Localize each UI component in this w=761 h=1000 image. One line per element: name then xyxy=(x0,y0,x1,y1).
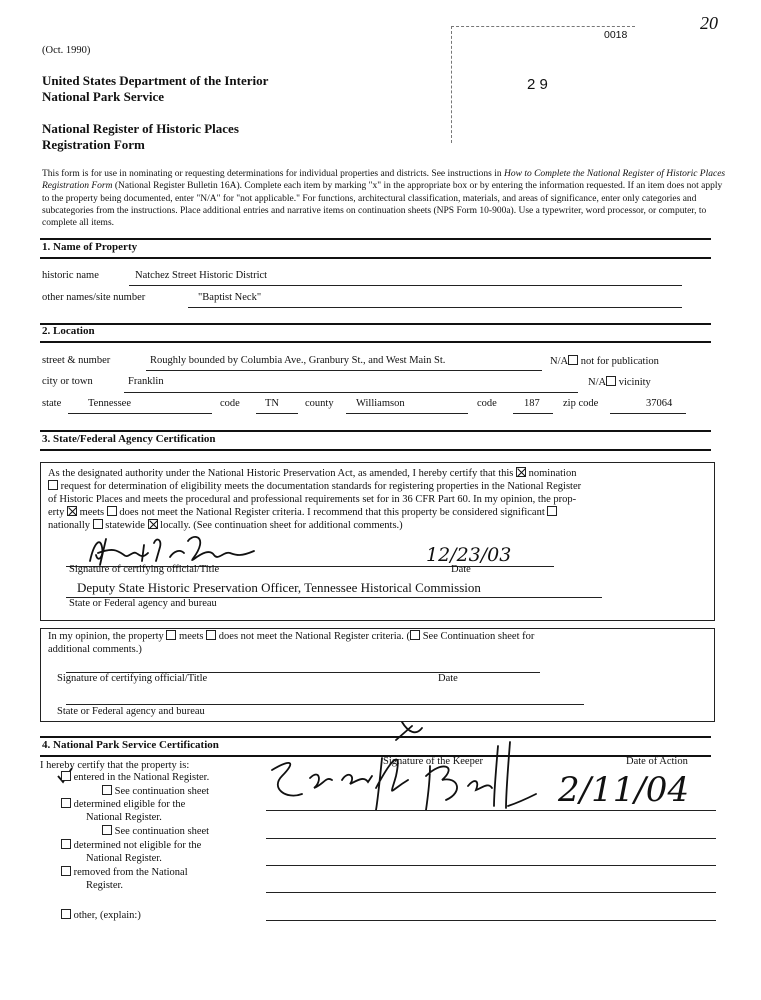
county-code-field[interactable]: 187 xyxy=(524,398,540,409)
na-label: N/A xyxy=(550,356,569,367)
field-underline xyxy=(188,307,682,308)
opinion-line-2: additional comments.) xyxy=(48,644,142,655)
eligible-checkbox[interactable] xyxy=(61,798,71,808)
signature-label: Signature of certifying official/Title xyxy=(69,564,220,575)
state-label: state xyxy=(42,398,62,409)
state-signature-date: 12/23/03 xyxy=(426,544,512,566)
city-field[interactable]: Franklin xyxy=(128,376,164,387)
county-field[interactable]: Williamson xyxy=(356,398,405,409)
eligible-option[interactable] xyxy=(61,798,185,811)
field-underline xyxy=(256,413,298,414)
not-eligible-option[interactable] xyxy=(61,839,201,852)
date-label: Date xyxy=(451,564,471,575)
historic-name-label: historic name xyxy=(42,270,99,281)
other-option[interactable] xyxy=(61,909,141,922)
continuation-checkbox-1[interactable] xyxy=(102,785,112,795)
form-title: National Register of Historic Places xyxy=(42,121,239,136)
opinion-continuation-checkbox[interactable] xyxy=(410,630,420,640)
agency-underline xyxy=(66,704,584,705)
vicinity-checkbox[interactable] xyxy=(606,376,616,386)
form-subtitle: Registration Form xyxy=(42,137,145,152)
stamp-code: 2 9 xyxy=(527,76,548,93)
field-underline xyxy=(124,392,578,393)
meets-checkbox[interactable] xyxy=(67,506,77,516)
zip-label: zip code xyxy=(563,398,599,409)
certifying-agency-field[interactable]: Deputy State Historic Preservation Officer, Tennessee Historical Commission xyxy=(77,580,481,595)
date-of-action-label: Date of Action xyxy=(626,756,688,767)
agency-name: National Park Service xyxy=(42,89,165,104)
eligible-label-2: National Register. xyxy=(86,812,162,823)
continuation-option-1[interactable] xyxy=(102,785,209,798)
keeper-label: Signature of the Keeper xyxy=(383,756,484,767)
removed-label: removed from the National xyxy=(73,867,188,878)
nationally-checkbox[interactable] xyxy=(93,519,103,529)
keeper-signature-line xyxy=(266,892,716,893)
not-for-publication-label: not for publication xyxy=(580,356,659,367)
cert-line-3: of Historic Places and meets the procedural and professional requirements set for in 36 CFR Part 60. In my opinion, the prop- xyxy=(48,494,577,505)
cert-line-5 xyxy=(48,519,403,532)
opinion-line-1 xyxy=(48,630,534,643)
form-instructions xyxy=(42,168,726,229)
not-eligible-label: determined not eligible for the xyxy=(73,840,202,851)
agency-label: State or Federal agency and bureau xyxy=(57,706,205,717)
county-label: county xyxy=(305,398,334,409)
not-eligible-label-2: National Register. xyxy=(86,853,162,864)
date-label: Date xyxy=(438,673,458,684)
cert-text-d2: does not meet the National Register criteria. I recommend that this property be considered significant xyxy=(119,507,545,518)
keeper-signature-date: 2/11/04 xyxy=(558,770,690,810)
field-underline xyxy=(146,370,542,371)
section-2-heading: 2. Location xyxy=(42,325,95,337)
continuation-label-1: See continuation sheet xyxy=(114,786,210,797)
keeper-signature-line xyxy=(266,920,716,921)
field-underline xyxy=(346,413,468,414)
opinion-meets-label: meets xyxy=(179,631,204,642)
opinion-meets-checkbox[interactable] xyxy=(166,630,176,640)
section-3-heading: 3. State/Federal Agency Certification xyxy=(42,433,216,445)
city-label: city or town xyxy=(42,376,93,387)
cert-text-d1: erty xyxy=(48,507,65,518)
section-rule xyxy=(40,257,711,259)
entered-checkbox[interactable] xyxy=(61,771,71,781)
cert-text-a: As the designated authority under the National Historic Preservation Act, as amended, I hereby certify that this xyxy=(48,468,514,479)
other-label: other, (explain:) xyxy=(73,910,141,921)
cert-line-4 xyxy=(48,506,557,519)
locally-label: locally. (See continuation sheet for additional comments.) xyxy=(160,520,403,531)
department-name: United States Department of the Interior xyxy=(42,73,269,88)
agency-label: State or Federal agency and bureau xyxy=(69,598,217,609)
instructions-text-1: This form is for use in nominating or requesting determinations for individual properties and districts. See instructions in xyxy=(42,169,504,179)
cert-line-1 xyxy=(48,467,576,480)
other-names-label: other names/site number xyxy=(42,292,146,303)
keeper-signature-line xyxy=(266,865,716,866)
significance-checkbox[interactable] xyxy=(547,506,557,516)
locally-checkbox[interactable] xyxy=(148,519,158,529)
other-checkbox[interactable] xyxy=(61,909,71,919)
section-rule xyxy=(40,323,711,325)
continuation-checkbox-2[interactable] xyxy=(102,825,112,835)
keeper-signature-line xyxy=(266,838,716,839)
keeper-signature-line xyxy=(266,810,716,811)
cert-text-b: request for determination of eligibility meets the documentation standards for registering properties in the National Register xyxy=(60,481,582,492)
vicinity-label: vicinity xyxy=(618,377,651,388)
opinion-text-a: In my opinion, the property xyxy=(48,631,164,642)
section-rule xyxy=(40,449,711,451)
nationally-label: nationally xyxy=(48,520,90,531)
street-label: street & number xyxy=(42,355,111,366)
entered-label: entered in the National Register. xyxy=(73,772,210,783)
request-determination-checkbox[interactable] xyxy=(48,480,58,490)
form-edition: (Oct. 1990) xyxy=(42,45,91,56)
signature-label: Signature of certifying official/Title xyxy=(57,673,208,684)
does-not-meet-checkbox[interactable] xyxy=(107,506,117,516)
not-for-publication-option[interactable] xyxy=(550,355,659,367)
other-names-field[interactable]: "Baptist Neck" xyxy=(198,292,262,303)
section-rule xyxy=(40,341,711,343)
continuation-option-2[interactable] xyxy=(102,825,209,838)
not-for-publication-checkbox[interactable] xyxy=(568,355,578,365)
removed-option[interactable] xyxy=(61,866,188,879)
historic-name-field[interactable]: Natchez Street Historic District xyxy=(135,270,268,281)
nomination-checkbox[interactable] xyxy=(516,467,526,477)
keeper-signature xyxy=(262,718,542,818)
field-underline xyxy=(610,413,686,414)
not-eligible-checkbox[interactable] xyxy=(61,839,71,849)
field-underline xyxy=(129,285,682,286)
eligible-label: determined eligible for the xyxy=(73,799,186,810)
meets-label: meets xyxy=(79,507,105,518)
corner-mark: 20 xyxy=(700,13,718,33)
na-label: N/A xyxy=(588,377,607,388)
section-rule xyxy=(40,238,711,240)
opinion-text-b: does not meet the National Register criteria. ( xyxy=(218,631,411,642)
zip-field[interactable]: 37064 xyxy=(646,398,673,409)
state-field[interactable]: Tennessee xyxy=(88,398,131,409)
section-rule xyxy=(40,430,711,432)
removed-label-2: Register. xyxy=(86,880,124,891)
vicinity-option[interactable] xyxy=(588,376,651,388)
instructions-text-2: (National Register Bulletin 16A). Complete each item by marking "x" in the appropriate box or by entering the information requested. If an item does not apply to the property being documented, enter "N/A" for "not applicable." For functions, architectural classification, materials, and areas of significance, enter only categories and subcategories from the instructions. Place additional entries and narrative items on continuation sheets (NPS Form 10-900a). Use a typewriter, word processor, or computer, to complete all items. xyxy=(42,181,723,229)
instructions-reference: How to Complete the National Register of Historic Places Registration Form xyxy=(42,169,726,192)
field-underline xyxy=(68,413,212,414)
state-code-field[interactable]: TN xyxy=(265,398,279,409)
section-4-heading: 4. National Park Service Certification xyxy=(42,739,219,751)
stamp-number: 0018 xyxy=(604,29,628,41)
statewide-label: statewide xyxy=(105,520,145,531)
certify-intro: I hereby certify that the property is: xyxy=(40,760,190,771)
continuation-label-2: See continuation sheet xyxy=(114,826,210,837)
cert-line-2 xyxy=(48,480,581,493)
removed-checkbox[interactable] xyxy=(61,866,71,876)
state-code-label: code xyxy=(220,398,240,409)
opinion-does-not-meet-checkbox[interactable] xyxy=(206,630,216,640)
entered-option[interactable] xyxy=(61,771,209,784)
section-1-heading: 1. Name of Property xyxy=(42,241,138,253)
opinion-text-c: See Continuation sheet for xyxy=(422,631,535,642)
street-field[interactable]: Roughly bounded by Columbia Ave., Granbury St., and West Main St. xyxy=(150,355,446,366)
nomination-label: nomination xyxy=(528,468,577,479)
county-code-label: code xyxy=(477,398,497,409)
field-underline xyxy=(513,413,553,414)
